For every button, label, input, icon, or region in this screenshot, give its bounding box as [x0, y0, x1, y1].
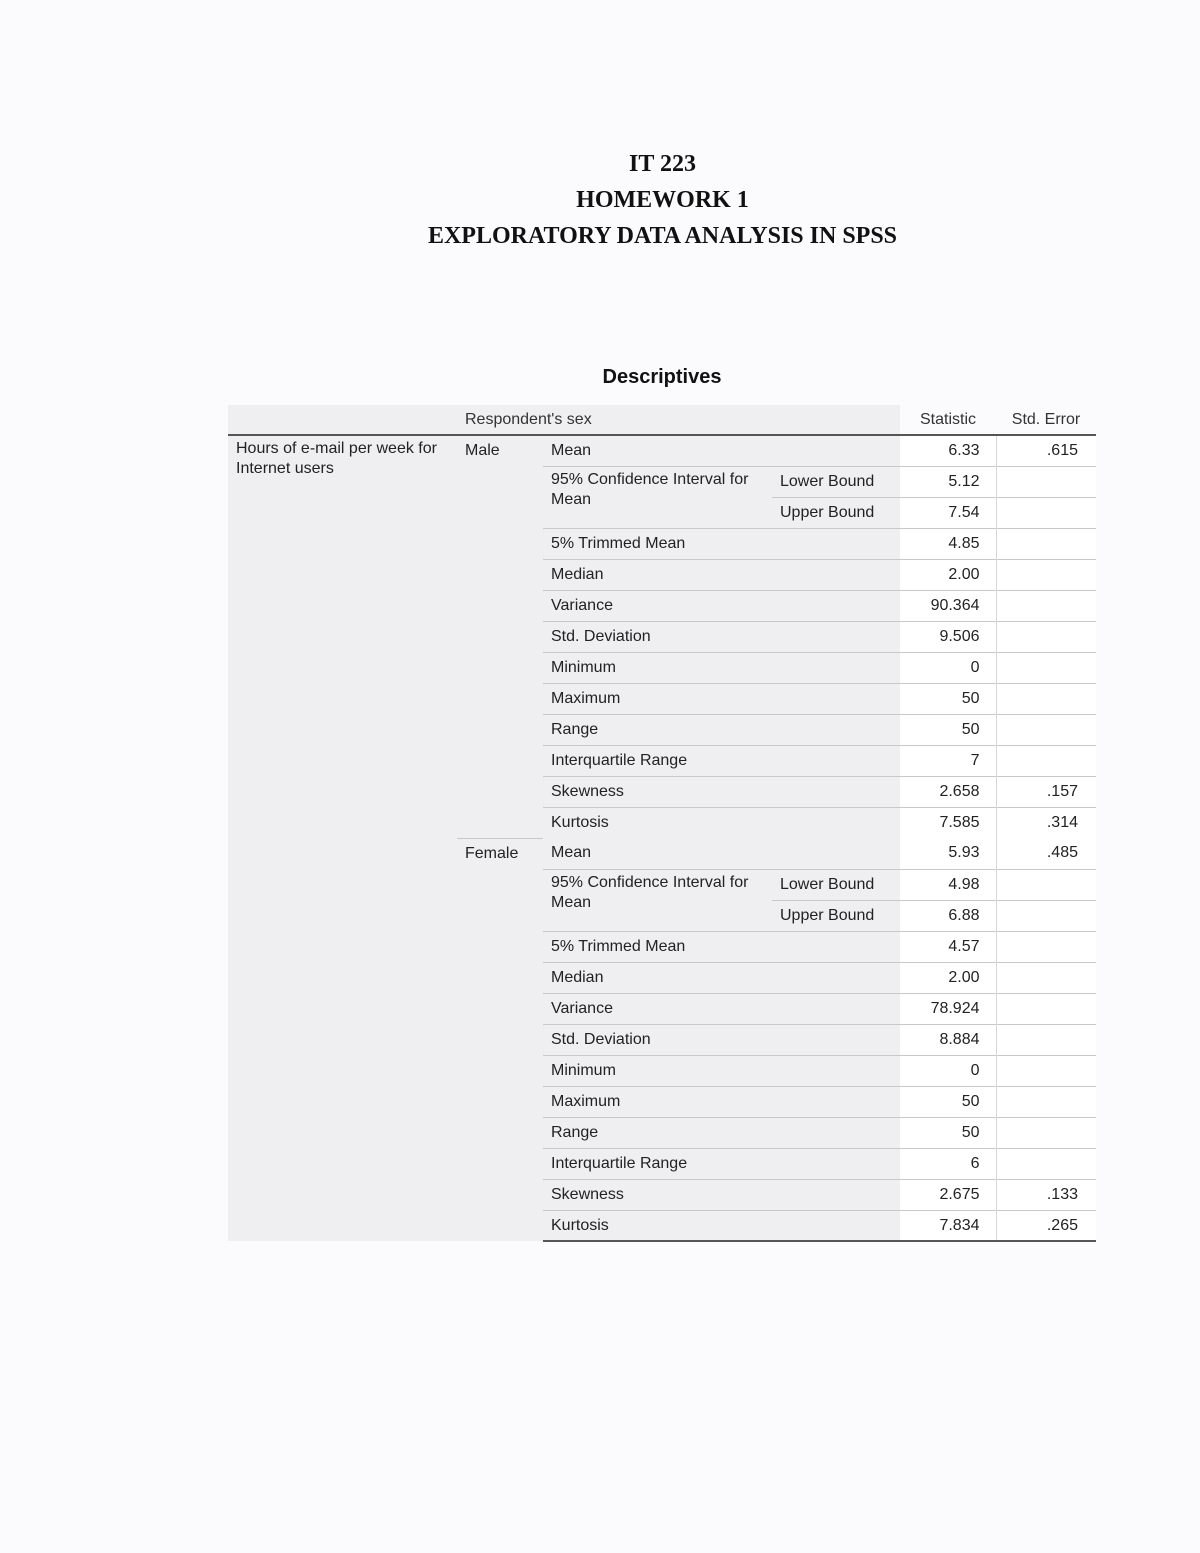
statistic-label: Interquartile Range: [543, 745, 900, 776]
statistic-value: 0: [900, 652, 996, 683]
statistic-label: 95% Confidence Interval for Mean: [543, 466, 772, 528]
std-error-value: [996, 900, 1096, 931]
statistic-label: Mean: [543, 838, 900, 869]
document-title: [0, 146, 1200, 254]
statistic-value: 2.00: [900, 962, 996, 993]
statistic-label: Range: [543, 714, 900, 745]
statistic-value: 9.506: [900, 621, 996, 652]
std-error-value: .314: [996, 807, 1096, 838]
statistic-value: 6: [900, 1148, 996, 1179]
statistic-label: Maximum: [543, 1086, 900, 1117]
header-group-label: Respondent's sex: [457, 405, 900, 435]
statistic-value: 50: [900, 683, 996, 714]
std-error-value: [996, 559, 1096, 590]
statistic-label: 5% Trimmed Mean: [543, 528, 900, 559]
std-error-value: [996, 993, 1096, 1024]
assignment-topic: EXPLORATORY DATA ANALYSIS IN SPSS: [427, 223, 898, 249]
std-error-value: [996, 621, 1096, 652]
statistic-value: 8.884: [900, 1024, 996, 1055]
statistic-value: 50: [900, 1117, 996, 1148]
statistic-value: 6.88: [900, 900, 996, 931]
course-code: IT 223: [629, 151, 696, 177]
statistic-label: Variance: [543, 993, 900, 1024]
std-error-value: [996, 683, 1096, 714]
group-label: Male: [457, 435, 543, 838]
statistic-label: Minimum: [543, 1055, 900, 1086]
statistic-value: 7.834: [900, 1210, 996, 1241]
statistic-label: Std. Deviation: [543, 621, 900, 652]
table-header-row: [228, 405, 1096, 435]
std-error-value: [996, 1086, 1096, 1117]
std-error-value: .615: [996, 435, 1096, 466]
std-error-value: .133: [996, 1179, 1096, 1210]
std-error-value: .157: [996, 776, 1096, 807]
statistic-value: 78.924: [900, 993, 996, 1024]
variable-label: Hours of e-mail per week for Internet users: [228, 435, 457, 1241]
std-error-value: [996, 714, 1096, 745]
std-error-value: [996, 745, 1096, 776]
statistic-label: Interquartile Range: [543, 1148, 900, 1179]
statistic-value: 0: [900, 1055, 996, 1086]
std-error-value: .265: [996, 1210, 1096, 1241]
group-label: Female: [457, 838, 543, 1241]
statistic-value: 50: [900, 714, 996, 745]
statistic-value: 4.98: [900, 869, 996, 900]
statistic-value: 2.658: [900, 776, 996, 807]
assignment-name: HOMEWORK 1: [576, 187, 749, 213]
std-error-value: [996, 931, 1096, 962]
header-statistic: Statistic: [900, 405, 996, 435]
statistic-label: Skewness: [543, 776, 900, 807]
statistic-label: Std. Deviation: [543, 1024, 900, 1055]
statistic-label: Maximum: [543, 683, 900, 714]
table-title: Descriptives: [602, 366, 722, 388]
table-row: [228, 435, 1096, 466]
statistic-label: Median: [543, 962, 900, 993]
statistic-value: 7.585: [900, 807, 996, 838]
std-error-value: [996, 652, 1096, 683]
statistic-value: 2.675: [900, 1179, 996, 1210]
std-error-value: [996, 869, 1096, 900]
header-std-error: Std. Error: [996, 405, 1096, 435]
statistic-label: Variance: [543, 590, 900, 621]
descriptives-table: [228, 405, 1096, 1242]
std-error-value: [996, 466, 1096, 497]
std-error-value: [996, 962, 1096, 993]
statistic-label: Minimum: [543, 652, 900, 683]
std-error-value: [996, 528, 1096, 559]
std-error-value: [996, 1148, 1096, 1179]
std-error-value: [996, 497, 1096, 528]
bound-label: Lower Bound: [772, 466, 900, 497]
statistic-label: Kurtosis: [543, 1210, 900, 1241]
std-error-value: [996, 1024, 1096, 1055]
statistic-label: Skewness: [543, 1179, 900, 1210]
statistic-label: Mean: [543, 435, 900, 466]
statistic-value: 2.00: [900, 559, 996, 590]
statistic-label: Kurtosis: [543, 807, 900, 838]
header-blank: [228, 405, 457, 435]
bound-label: Upper Bound: [772, 497, 900, 528]
std-error-value: .485: [996, 838, 1096, 869]
statistic-value: 6.33: [900, 435, 996, 466]
statistic-value: 4.85: [900, 528, 996, 559]
bound-label: Lower Bound: [772, 869, 900, 900]
statistic-label: Median: [543, 559, 900, 590]
statistic-value: 7: [900, 745, 996, 776]
std-error-value: [996, 1117, 1096, 1148]
statistic-label: Range: [543, 1117, 900, 1148]
statistic-label: 5% Trimmed Mean: [543, 931, 900, 962]
statistic-value: 90.364: [900, 590, 996, 621]
std-error-value: [996, 1055, 1096, 1086]
std-error-value: [996, 590, 1096, 621]
statistic-value: 7.54: [900, 497, 996, 528]
statistic-label: 95% Confidence Interval for Mean: [543, 869, 772, 931]
statistic-value: 4.57: [900, 931, 996, 962]
statistic-value: 50: [900, 1086, 996, 1117]
bound-label: Upper Bound: [772, 900, 900, 931]
statistic-value: 5.12: [900, 466, 996, 497]
statistic-value: 5.93: [900, 838, 996, 869]
